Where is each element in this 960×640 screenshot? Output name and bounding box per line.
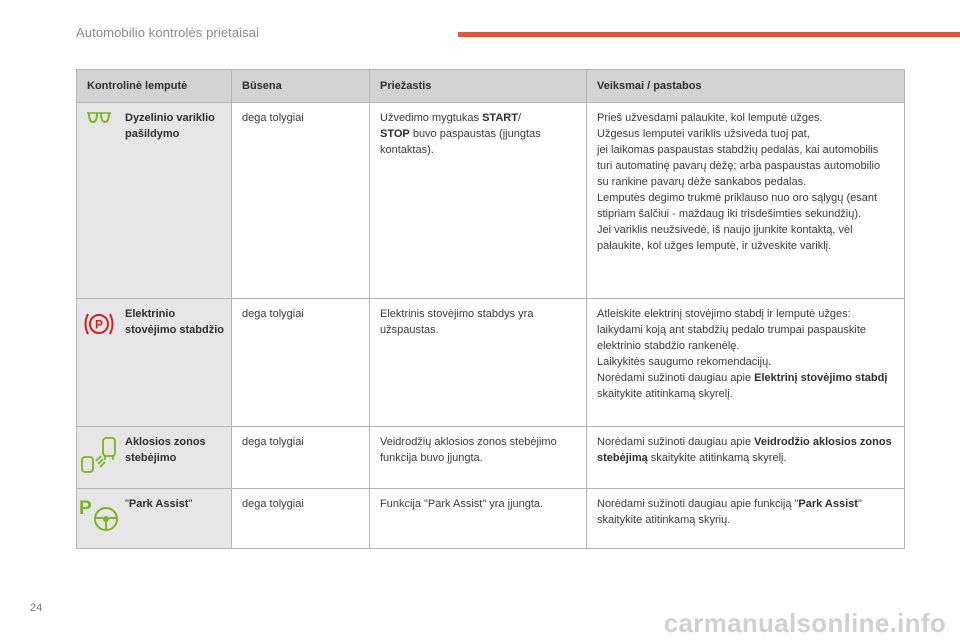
lamp-state: dega tolygiai: [232, 299, 370, 427]
lamp-cause: Funkcija "Park Assist" yra įjungta.: [370, 489, 587, 549]
table-row: [77, 489, 905, 549]
column-header: Būsena: [232, 70, 370, 103]
page-header-title: Automobilio kontrolės prietaisai: [76, 25, 260, 40]
column-header: Kontrolinė lemputė: [77, 70, 232, 103]
table-row: [77, 299, 905, 427]
column-header: Priežastis: [370, 70, 587, 103]
lamp-action: Norėdami sužinoti daugiau apie funkciją "Park Assist" skaitykite atitinkamą skyrių.: [587, 489, 905, 549]
blind-spot-icon: [79, 435, 119, 475]
lamp-cause: Užvedimo mygtukas START/ STOP buvo paspaustas (įjungtas kontaktas).: [370, 103, 587, 299]
lamp-name: "Park Assist": [125, 498, 193, 510]
lamp-action: Norėdami sužinoti daugiau apie Veidrodžio aklosios zonos stebėjimą skaitykite atitinkamą skyrelį.: [587, 427, 905, 489]
lamp-state: dega tolygiai: [232, 103, 370, 299]
page-number: 24: [30, 602, 43, 614]
lamp-state: dega tolygiai: [232, 489, 370, 549]
lamp-cause: Veidrodžių aklosios zonos stebėjimo funkcija buvo įjungta.: [370, 427, 587, 489]
lamp-state: dega tolygiai: [232, 427, 370, 489]
table-row: [77, 103, 905, 299]
table-header-row: [77, 70, 905, 103]
lamp-action: Prieš užvesdami palaukite, kol lemputė užges. Užgesus lemputei variklis užsiveda tuoj pat, jei laikomas paspaustas stabdžių pedalas, kai automobilis turi automatinę pavarų dėžę; arba paspaustas automobilio su rankine pavarų dėže sankabos pedalas. Lemputės degimo trukmė priklauso nuo oro sąlygų (esant stipriam šalčiui - maždaug iki trisdešimties sekundžių). Jei variklis neužsivedė, iš naujo įjunkite kontaktą, vėl palaukite, kol užges lemputė, ir užveskite variklį.: [587, 103, 905, 299]
table-row: [77, 427, 905, 489]
warning-lamps-table: [76, 69, 905, 549]
header-accent-bar: [458, 32, 960, 37]
parking-brake-icon: [82, 311, 116, 337]
lamp-name: Aklosios zonos stebėjimo: [125, 436, 206, 464]
lamp-name: Elektrinio stovėjimo stabdžio: [125, 308, 225, 336]
watermark-text: carmanualsonline.info: [663, 608, 946, 638]
svg-text:P: P: [94, 317, 104, 332]
glow-plug-icon: [86, 111, 112, 125]
lamp-name: Dyzelinio variklio pašildymo: [125, 112, 215, 140]
svg-text:P: P: [79, 498, 92, 519]
park-assist-icon: [78, 498, 120, 534]
lamp-action: Atleiskite elektrinį stovėjimo stabdį ir lemputė užges: laikydami koją ant stabdžių pedalo trumpai paspauskite elektrinio stabdžio rankenėlę. Laikykitės saugumo rekomendacijų. Norėdami sužinoti daugiau apie Elektrinį stovėjimo stabdį skaitykite atitinkamą skyrelį.: [587, 299, 905, 427]
column-header: Veiksmai / pastabos: [587, 70, 905, 103]
lamp-cause: Elektrinis stovėjimo stabdys yra užspaustas.: [370, 299, 587, 427]
